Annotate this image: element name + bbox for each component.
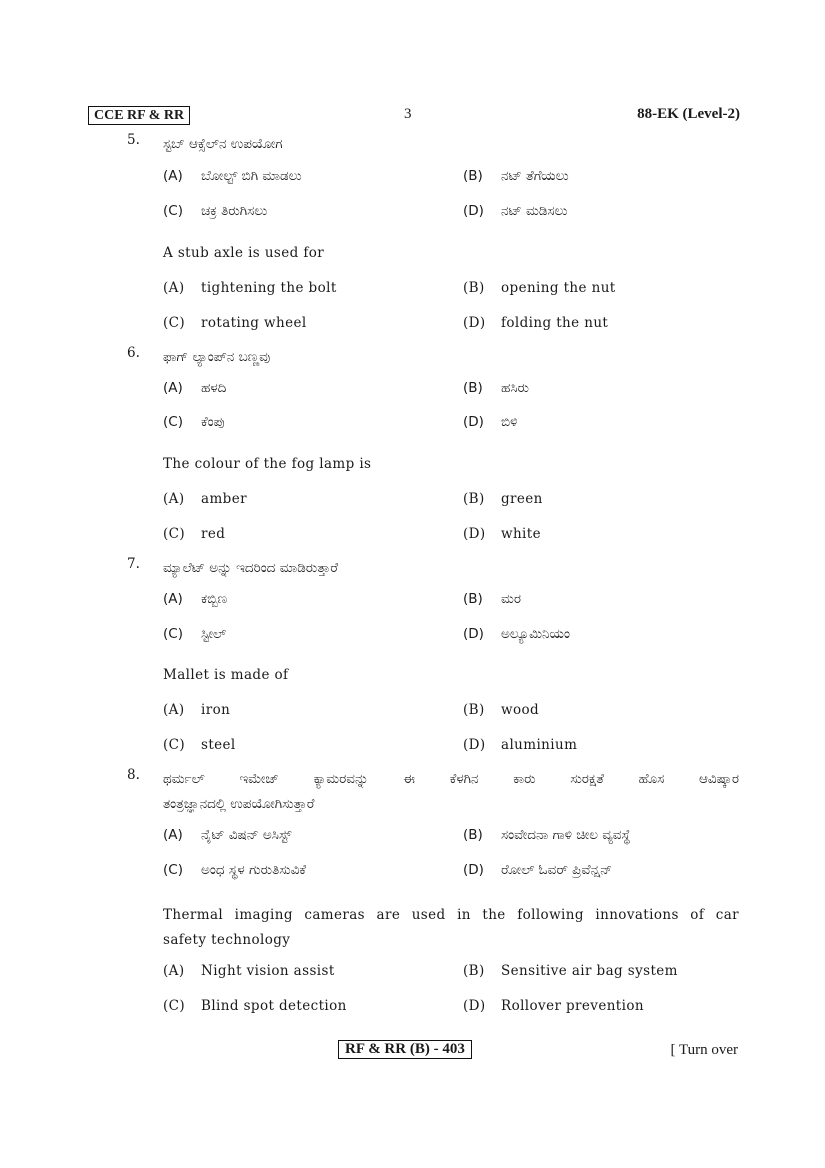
option-a-kannada: (A) ಹಳದಿ [163, 380, 227, 396]
question-number: 5. [127, 132, 140, 148]
option-d-kannada: (D) ಬಿಳಿ [463, 414, 518, 430]
option-b-english: (B) wood [463, 702, 540, 718]
question-text-english [163, 903, 739, 953]
option-c-english: (C) steel [163, 737, 236, 753]
option-d-english: (D) white [463, 526, 541, 542]
footer-paper-code: RF & RR (B) - 403 [338, 1040, 472, 1059]
option-d-kannada: (D) ಅಲ್ಯೂಮಿನಿಯಂ [463, 626, 570, 642]
turn-over-note: [ Turn over [670, 1042, 738, 1058]
option-a-english: (A) Night vision assist [163, 963, 335, 979]
question-text-english: Mallet is made of [163, 667, 289, 683]
option-c-english: (C) red [163, 526, 226, 542]
option-a-kannada: (A) ಕಬ್ಬಿಣ [163, 591, 228, 607]
question-text-kannada-line-2: ತಂತ್ರಜ್ಞಾನದಲ್ಲಿ ಉಪಯೋಗಿಸುತ್ತಾರೆ [163, 796, 315, 812]
option-b-kannada: (B) ಸಂವೇದನಾ ಗಾಳಿ ಚೀಲ ವ್ಯವಸ್ಥೆ [463, 827, 631, 843]
option-c-kannada: (C) ಕೆಂಪು [163, 414, 225, 430]
question-text-kannada [163, 767, 739, 817]
option-c-english: (C) rotating wheel [163, 315, 307, 331]
option-d-english: (D) aluminium [463, 737, 578, 753]
question-text-kannada: ಮ್ಯಾಲೆಟ್ ಅನ್ನು ಇದರಿಂದ ಮಾಡಿರುತ್ತಾರೆ [163, 560, 338, 576]
option-b-english: (B) green [463, 491, 543, 507]
question-text-english: The colour of the fog lamp is [163, 456, 372, 472]
option-a-english: (A) amber [163, 491, 247, 507]
option-d-english: (D) Rollover prevention [463, 998, 644, 1014]
option-b-kannada: (B) ಹಸಿರು [463, 380, 529, 396]
header-exam-code: CCE RF & RR [88, 106, 190, 125]
question-text-kannada: ಫಾಗ್ ಲ್ಯಾಂಪ್‌ನ ಬಣ್ಣವು [163, 349, 271, 365]
question-number: 6. [127, 345, 140, 361]
question-text-kannada: ಸ್ಟಬ್ ಆಕ್ಸೆಲ್‌ನ ಉಪಯೋಗ [163, 136, 283, 152]
question-number: 8. [127, 767, 140, 783]
option-b-kannada: (B) ನಟ್ ತೆಗೆಯಲು [463, 168, 569, 184]
option-b-english: (B) Sensitive air bag system [463, 963, 678, 979]
option-a-english: (A) iron [163, 702, 231, 718]
option-d-kannada: (D) ನಟ್ ಮಡಿಸಲು [463, 203, 568, 219]
header-paper-code: 88-EK (Level-2) [637, 106, 740, 122]
option-a-english: (A) tightening the bolt [163, 280, 337, 296]
option-c-kannada: (C) ಸ್ಟೀಲ್ [163, 626, 227, 642]
option-b-kannada: (B) ಮರ [463, 591, 521, 607]
option-c-english: (C) Blind spot detection [163, 998, 347, 1014]
option-d-english: (D) folding the nut [463, 315, 609, 331]
option-a-kannada: (A) ಬೋಲ್ಟ್ ಬಿಗಿ ಮಾಡಲು [163, 168, 302, 184]
question-text-english-line-2: safety technology [163, 932, 291, 948]
option-b-english: (B) opening the nut [463, 280, 616, 296]
option-c-kannada: (C) ಅಂಧ ಸ್ಥಳ ಗುರುತಿಸುವಿಕೆ [163, 862, 307, 878]
option-a-kannada: (A) ನೈಟ್ ವಿಷನ್ ಅಸಿಸ್ಟ್ [163, 827, 292, 843]
option-d-kannada: (D) ರೋಲ್ ಓವರ್ ಪ್ರಿವೆನ್ಷನ್ [463, 862, 613, 878]
option-c-kannada: (C) ಚಕ್ರ ತಿರುಗಿಸಲು [163, 203, 268, 219]
question-text-kannada-line-1: ಥರ್ಮಲ್ ಇಮೇಜ್ ಕ್ಯಾಮರವನ್ನು ಈ ಕೆಳಗಿನ ಕಾರು ಸುರಕ್ಷತೆ ಹೊಸ ಆವಿಷ್ಕಾರ [163, 771, 739, 787]
page-footer [0, 1040, 825, 1060]
header-page-number: 3 [404, 106, 412, 122]
page-header [88, 106, 740, 126]
question-text-english-line-1: Thermal imaging cameras are used in the following innovations of car [163, 907, 739, 923]
question-number: 7. [127, 556, 140, 572]
question-text-english: A stub axle is used for [163, 245, 325, 261]
